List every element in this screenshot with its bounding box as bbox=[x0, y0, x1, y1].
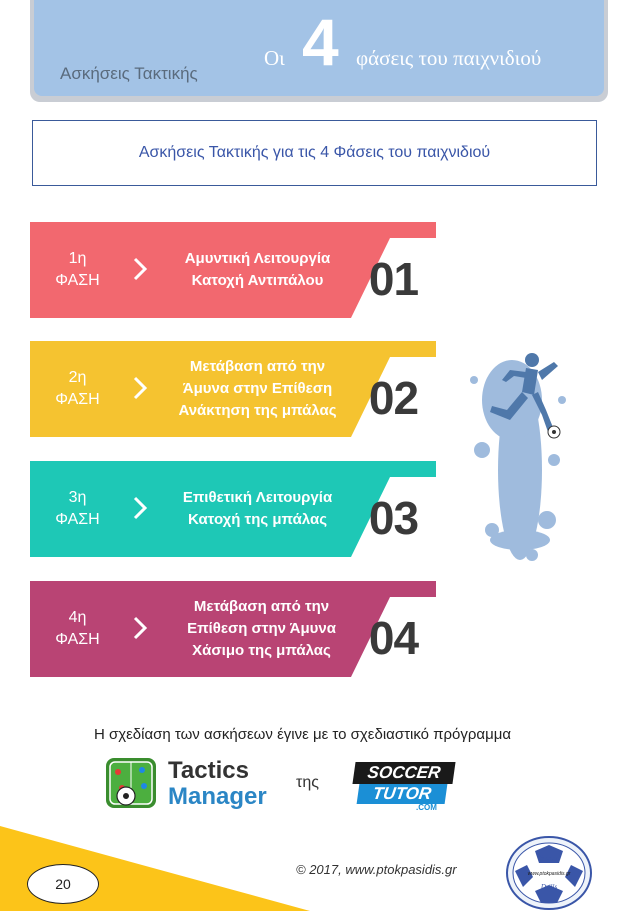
header-phases-text: φάσεις του παιχνιδιού bbox=[356, 46, 542, 70]
chevron-right-icon bbox=[132, 615, 148, 641]
phase-4-label bbox=[30, 581, 125, 677]
soccer-tutor-bottom: TUTOR bbox=[357, 784, 448, 804]
badge-bottom-text: Drills bbox=[540, 883, 558, 891]
chevron-right-icon bbox=[132, 375, 148, 401]
soccer-tutor-top: SOCCER bbox=[352, 762, 455, 784]
header-banner bbox=[34, 0, 604, 96]
phase-3 bbox=[30, 461, 436, 557]
phase-3-label bbox=[30, 461, 125, 557]
phase-2-label bbox=[30, 341, 125, 437]
phase-1-ordinal: 1η bbox=[68, 250, 87, 267]
phase-4-number: 04 bbox=[368, 612, 419, 664]
phase-2-line-3: Ανάκτηση της μπάλας bbox=[178, 402, 337, 419]
phase-2-line-1: Μετάβαση από την bbox=[189, 358, 326, 375]
soccer-tutor-com: .COM bbox=[416, 803, 437, 812]
title-box bbox=[32, 120, 597, 186]
tactics-manager-line-2: Manager bbox=[168, 783, 267, 810]
chevron-right-icon bbox=[132, 256, 148, 282]
badge-middle-text: www.ptokpasidis.gr bbox=[527, 871, 571, 877]
phase-4-ordinal: 4η bbox=[68, 609, 87, 626]
copyright: © 2017, www.ptokpasidis.gr bbox=[296, 862, 457, 877]
phase-2-line-2: Άμυνα στην Επίθεση bbox=[182, 380, 333, 397]
phase-4-description bbox=[154, 581, 369, 677]
phase-1-number: 01 bbox=[368, 253, 419, 305]
soccer-tutor-logo bbox=[354, 762, 454, 810]
phase-2-word: ΦΑΣΗ bbox=[55, 391, 100, 408]
tactics-manager-logo-icon bbox=[106, 758, 156, 808]
badge-top-text: Soccer bbox=[539, 854, 559, 862]
design-note: Η σχεδίαση των ασκήσεων έγινε με το σχεδιαστικό πρόγραμμα bbox=[93, 726, 512, 743]
phase-4 bbox=[30, 581, 436, 677]
page-title: Ασκήσεις Τακτικής για τις 4 Φάσεις του παιχνιδιού bbox=[138, 144, 491, 161]
phase-2-number: 02 bbox=[368, 372, 419, 424]
phase-4-line-2: Επίθεση στην Άμυνα bbox=[187, 620, 336, 637]
phase-3-ordinal: 3η bbox=[68, 489, 87, 506]
phase-3-line-2: Κατοχή της μπάλας bbox=[187, 511, 328, 528]
phase-1-line-2: Κατοχή Αντιπάλου bbox=[191, 272, 324, 289]
phase-3-description bbox=[150, 461, 365, 557]
phase-4-line-3: Χάσιμο της μπάλας bbox=[192, 642, 331, 659]
soccer-drills-badge-icon bbox=[505, 835, 593, 911]
tactics-manager-line-1: Tactics bbox=[168, 757, 249, 784]
phase-1-word: ΦΑΣΗ bbox=[55, 272, 100, 289]
header-subtitle: Ασκήσεις Τακτικής bbox=[60, 64, 198, 83]
phase-1-line-1: Αμυντική Λειτουργία bbox=[184, 250, 331, 267]
phase-4-line-1: Μετάβαση από την bbox=[193, 598, 330, 615]
phase-4-word: ΦΑΣΗ bbox=[55, 631, 100, 648]
header-oi: Οι bbox=[264, 46, 285, 70]
phase-2-ordinal: 2η bbox=[68, 369, 87, 386]
of-word: της bbox=[296, 774, 319, 791]
page-number: 20 bbox=[27, 864, 99, 904]
chevron-right-icon bbox=[132, 495, 148, 521]
phase-2 bbox=[30, 341, 436, 437]
header-number: 4 bbox=[302, 5, 339, 79]
phase-1 bbox=[30, 222, 436, 318]
phase-1-description bbox=[150, 222, 365, 318]
phase-1-label bbox=[30, 222, 125, 318]
footballer-splash-icon bbox=[462, 340, 570, 570]
phase-3-line-1: Επιθετική Λειτουργία bbox=[182, 489, 333, 506]
phase-2-description bbox=[150, 341, 365, 437]
tactics-manager-wordmark bbox=[168, 758, 267, 810]
phase-3-number: 03 bbox=[368, 492, 419, 544]
phase-3-word: ΦΑΣΗ bbox=[55, 511, 100, 528]
